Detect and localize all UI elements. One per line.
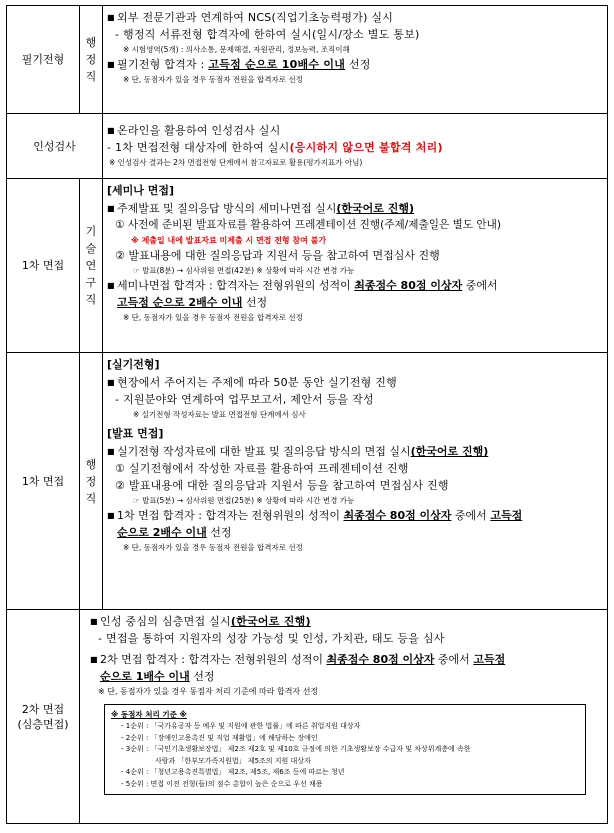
tie-break-criteria-box [104,704,586,795]
note-line: ※ 단, 동점자가 있을 경우 동점자 전원을 합격자로 선정 [123,313,303,322]
criteria-item: - 5순위 : 면접 이전 전형(들)의 점수 총합이 높은 순으로 우선 채용 [121,779,323,788]
content-line: - 지원분야와 연계하여 업무보고서, 제안서 등을 작성 [115,393,374,406]
bullet-icon: ■ [107,60,115,69]
criteria-title: ※ 동점자 처리 기준 ※ [111,710,187,719]
bullet-icon: ■ [107,378,115,387]
content-line: ■ 주제발표 및 질의응답 방식의 세미나면접 실시(한국어로 진행) [107,202,415,215]
job-type-label: 기 술 연 구 직 [80,179,103,353]
content-line: - 행정직 서류전형 합격자에 한하여 실시(일시/장소 별도 통보) [115,28,420,41]
content-line: 고득점 순으로 2배수 이내 선정 [117,296,268,309]
selection-process-table [6,5,608,824]
job-type-label: 행 정 직 [80,353,103,610]
warning-note: ※ 제출일 내에 발표자료 미제출 시 면접 전형 참여 불가 [131,236,327,245]
row-interview2 [7,610,608,824]
content-line: ① 사전에 준비된 발표자료를 활용하여 프레젠테이션 진행(주제/제출일은 별도 안내) [115,219,501,231]
criteria-item: 사람과 「한부모가족지원법」 제5조의 지원 대상자 [155,756,311,765]
bullet-icon: ■ [107,126,115,135]
section-header: [발표 면접] [107,427,164,440]
content-line: - 면접을 통하여 지원자의 성장 가능성 및 인성, 가치관, 태도 등을 심사 [98,632,445,645]
content-line: ■ 인성 중심의 심층면접 실시(한국어로 진행) [90,615,311,628]
note-line: ※ 시험영역(5개) : 의사소통, 문제해결, 자원관리, 정보능력, 조직이해 [123,45,350,54]
content-line: ② 발표내용에 대한 질의응답과 지원서 등을 참고하여 면접심사 진행 [115,479,449,492]
section-header: [실기전형] [107,358,160,371]
bullet-icon: ■ [90,617,98,626]
stage-content [80,610,608,824]
criteria-item: - 2순위 : 「장애인고용촉진 및 직업 재활법」에 해당하는 장애인 [121,733,318,742]
stage-label: 1차 면접 [7,179,80,353]
content-line: 순으로 2배수 이내 선정 [117,526,232,539]
note-line: ※ 단, 동점자가 있을 경우 동점자 처리 기준에 따라 합격자 선정 [98,687,319,696]
stage-content [103,6,608,114]
content-line: ① 실기전형에서 작성한 자료를 활용하여 프레젠테이션 진행 [115,462,409,475]
note-line: ※ 실기전형 작성자료는 발표 면접전형 단계에서 심사 [133,410,306,419]
stage-label: 필기전형 [7,6,80,114]
row-interview1-tech [7,179,608,353]
content-line: ■ 필기전형 합격자 : 고득점 순으로 10배수 이내 선정 [107,58,371,71]
content-line: ■ 외부 전문기관과 연계하여 NCS(직업기초능력평가) 실시 [107,11,394,24]
bullet-icon: ■ [107,204,115,213]
stage-content [103,114,608,179]
stage-label: 1차 면접 [7,353,80,610]
note-line: ※ 단, 동점자가 있을 경우 동점자 전원을 합격자로 선정 [123,75,303,84]
job-type-label: 행 정 직 [80,6,103,114]
content-line: ■ 실기전형 작성자료에 대한 발표 및 질의응답 방식의 면접 실시(한국어로 진행) [107,445,489,458]
stage-label: 인성검사 [7,114,103,179]
note-line: ※ 인성검사 결과는 2차 면접전형 단계에서 참고자료로 활용(평가지표가 아님) [109,158,363,167]
content-line: ■ 온라인을 활용하여 인성검사 실시 [107,124,281,137]
row-written-test [7,6,608,114]
bullet-icon: ■ [107,511,115,520]
bullet-icon: ■ [107,281,115,290]
stage-content [103,179,608,353]
content-line: ■ 2차 면접 합격자 : 합격자는 전형위원의 성적이 최종점수 80점 이상자 중에서 고득점 [90,653,506,666]
content-line: ■ 1차 면접 합격자 : 합격자는 전형위원의 성적이 최종점수 80점 이상자 중에서 고득점 [107,509,523,522]
bullet-icon: ■ [90,655,98,664]
criteria-item: - 3순위 : 「국민기초생활보장법」 제2조 제2호 및 제10호 규정에 의한 기초생활보장 수급자 및 차상위계층에 속한 [121,745,471,753]
stage-label: 2차 면접 (심층면접) [7,610,80,824]
content-line: ■ 세미나면접 합격자 : 합격자는 전형위원의 성적이 최종점수 80점 이상자 중에서 [107,279,498,292]
section-header: [세미나 면접] [107,184,175,197]
row-interview1-admin [7,353,608,610]
note-line: ☞ 발표(8분) → 심사위원 면접(42분) ※ 상황에 따라 시간 변경 가능 [133,266,355,275]
content-line: 순으로 1배수 이내 선정 [100,670,215,683]
bullet-icon: ■ [107,447,115,456]
stage-content [103,353,608,610]
content-line: ■ 현장에서 주어지는 주제에 따라 50분 동안 실기전형 진행 [107,376,397,389]
note-line: ☞ 발표(5분) → 심사위원 면접(25분) ※ 상황에 따라 시간 변경 가능 [133,496,355,505]
content-line: - 1차 면접전형 대상자에 한하여 실시(응시하지 않으면 불합격 처리) [107,141,443,154]
criteria-item: - 1순위 : 「국가유공자 등 예우 및 지원에 관한 법률」에 따른 취업지원 대상자 [121,722,361,730]
bullet-icon: ■ [107,13,115,22]
criteria-item: - 4순위 : 「청년고용촉진특별법」 제2조, 제5조, 제6조 등에 따르는 청년 [121,768,345,776]
content-line: ② 발표내용에 대한 질의응답과 지원서 등을 참고하여 면접심사 진행 [115,249,440,262]
note-line: ※ 단, 동점자가 있을 경우 동점자 전원을 합격자로 선정 [123,543,303,552]
row-personality-test [7,114,608,179]
